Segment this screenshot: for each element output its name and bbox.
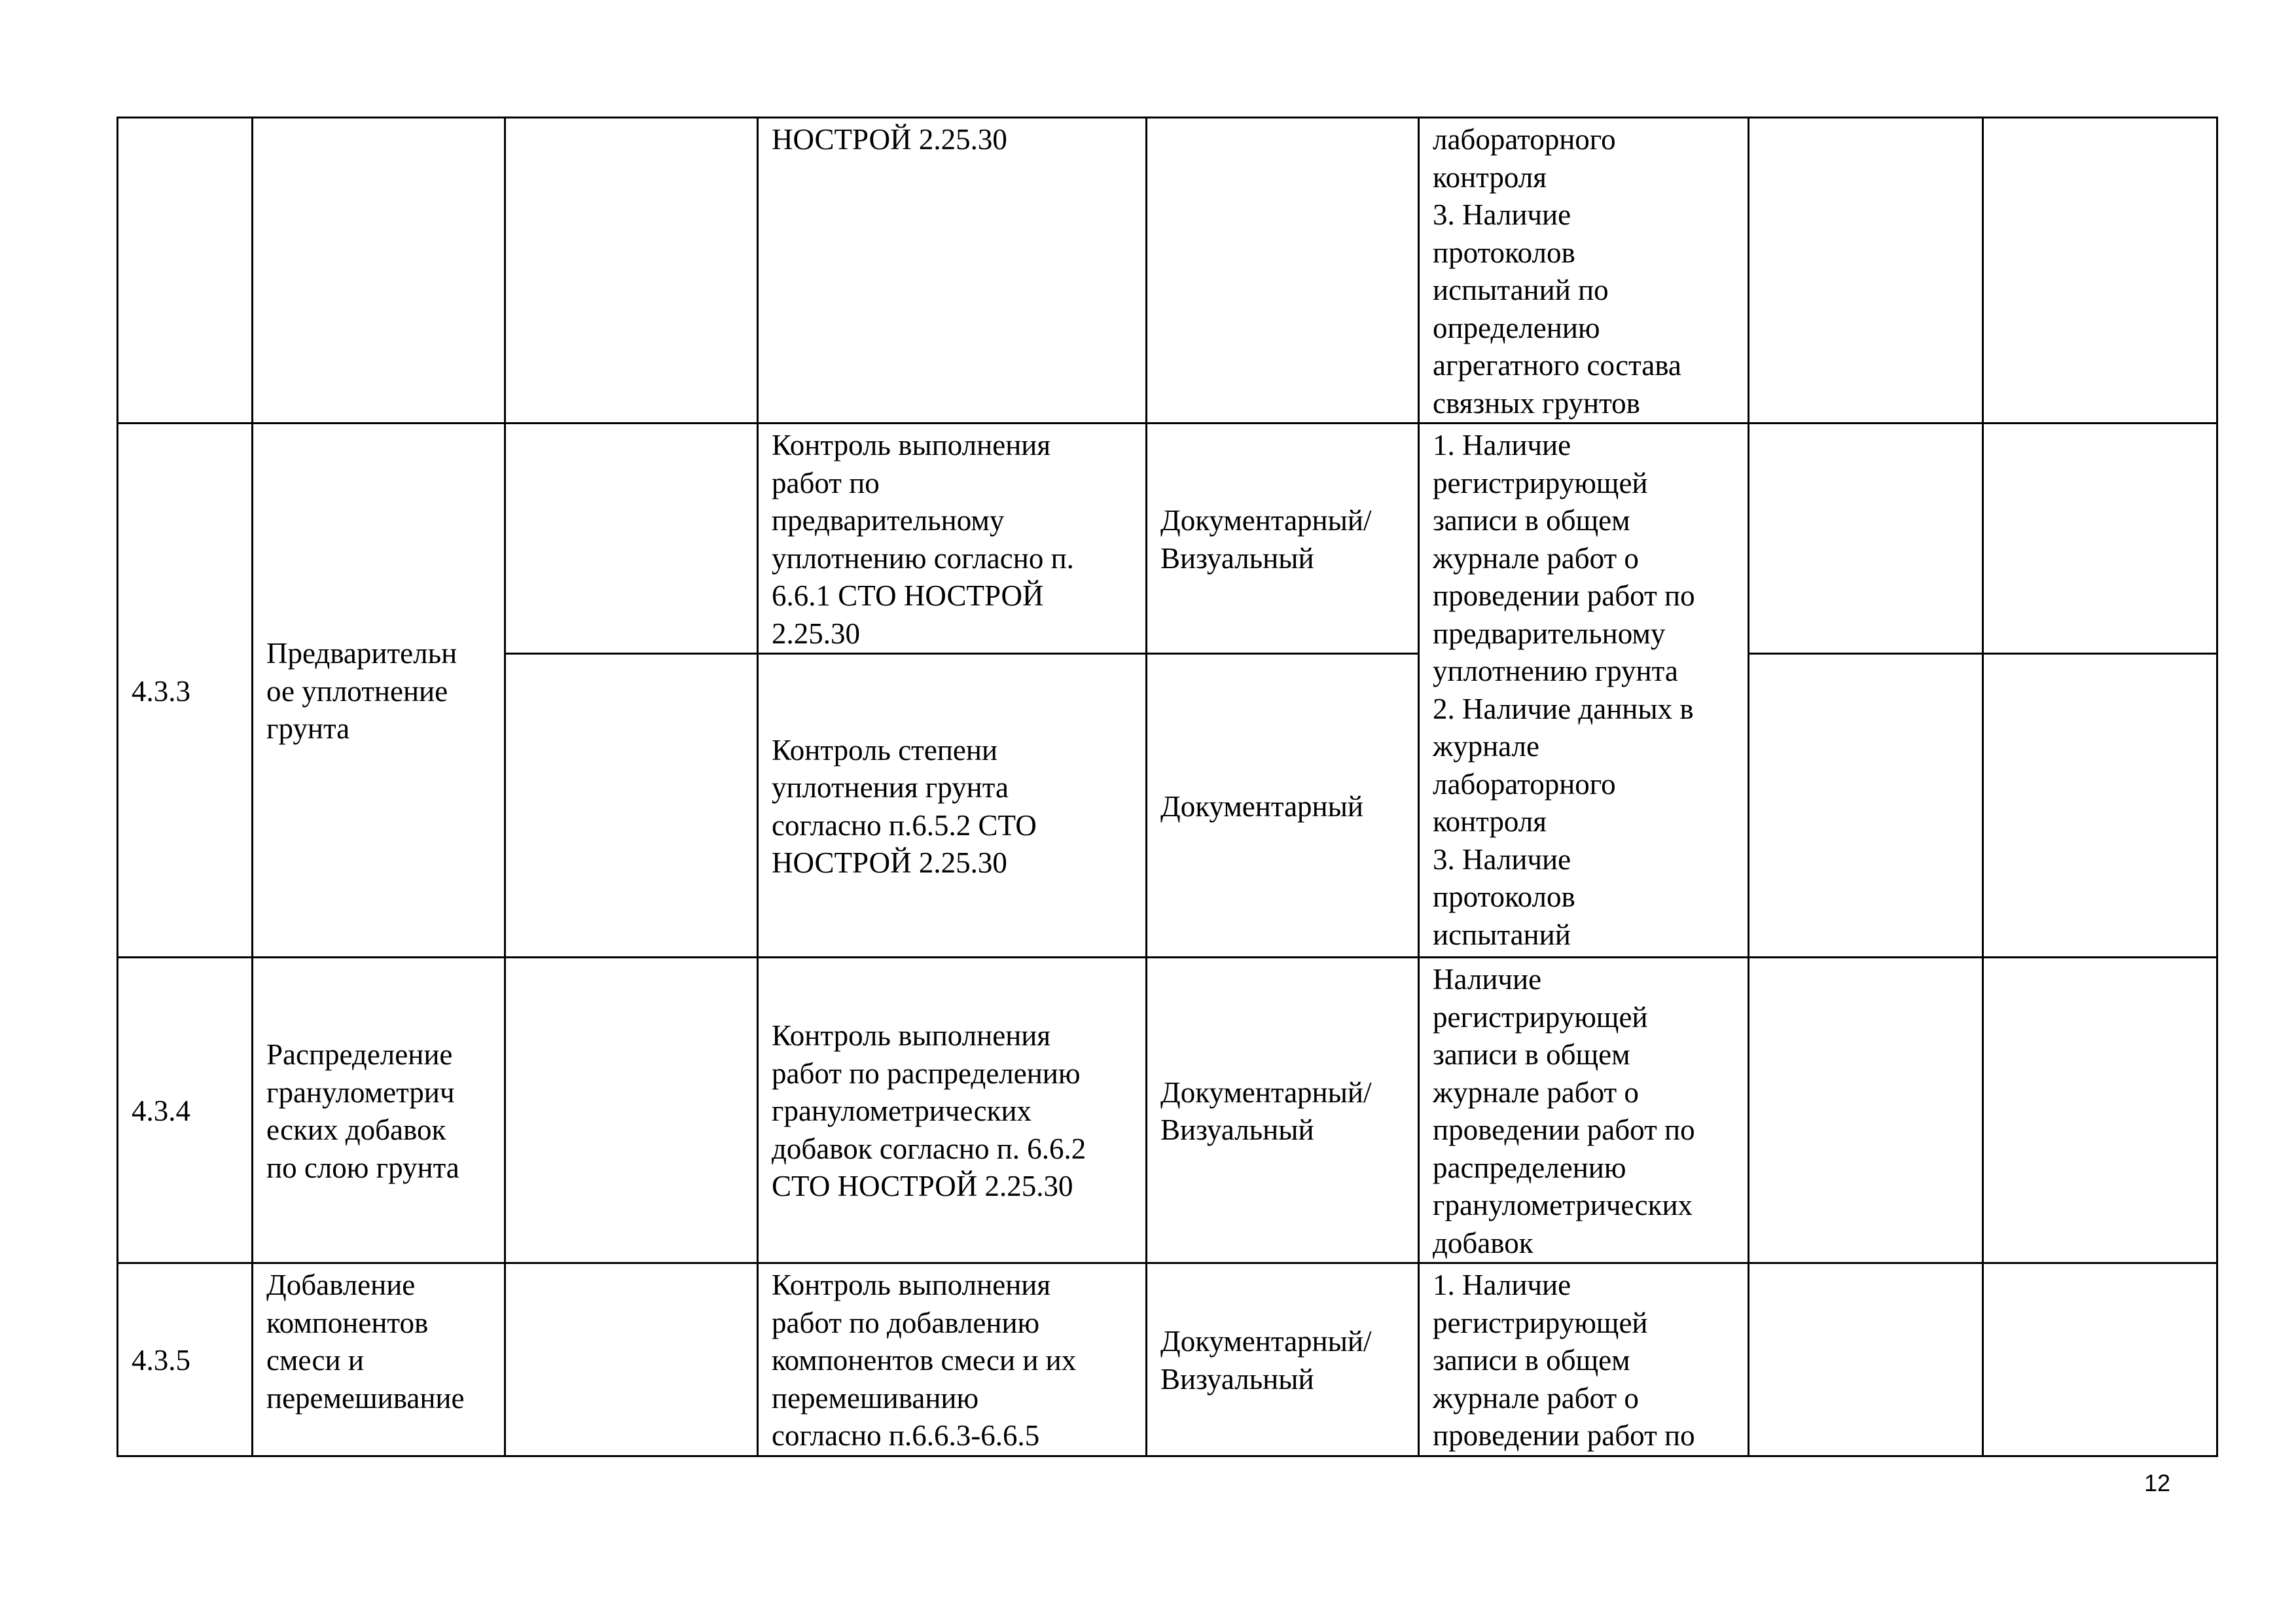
control-method-cell: Документарный/ Визуальный — [1147, 958, 1419, 1263]
empty-cell — [505, 118, 758, 424]
empty-cell — [1983, 1263, 2217, 1456]
table-row — [118, 424, 2217, 654]
empty-cell — [505, 1263, 758, 1456]
stage-name-cell: Добавление компонентов смеси и перемешивание — [253, 1263, 505, 1456]
control-description-cell: Контроль выполнения работ по предварительному уплотнению согласно п. 6.6.1 СТО НОСТРОЙ 2.25.30 — [758, 424, 1147, 654]
table-row — [118, 118, 2217, 424]
empty-cell — [1749, 654, 1983, 958]
empty-cell — [1983, 654, 2217, 958]
empty-cell — [1983, 424, 2217, 654]
result-document-cell: Наличие регистрирующей записи в общем журнале работ о проведении работ по распределению гранулометрических добавок — [1419, 958, 1749, 1263]
empty-cell — [505, 958, 758, 1263]
control-description-cell: Контроль выполнения работ по добавлению компонентов смеси и их перемешиванию согласно п.6.6.3-6.6.5 — [758, 1263, 1147, 1456]
result-document-cell: 1. Наличие регистрирующей записи в общем журнале работ о проведении работ по предварительному уплотнению грунта 2. Наличие данных в журнале лабораторного контроля 3. Наличие протоколов испытаний — [1419, 424, 1749, 958]
row-number-cell: 4.3.5 — [118, 1263, 253, 1456]
result-document-cell: 1. Наличие регистрирующей записи в общем журнале работ о проведении работ по — [1419, 1263, 1749, 1456]
table-row — [118, 1263, 2217, 1456]
empty-cell — [1749, 1263, 1983, 1456]
page-number: 12 — [2144, 1470, 2170, 1496]
stage-name-cell: Распределение гранулометрич еских добавок по слою грунта — [253, 958, 505, 1263]
empty-cell — [505, 424, 758, 654]
empty-cell — [1749, 958, 1983, 1263]
empty-cell — [505, 654, 758, 958]
control-description-cell: НОСТРОЙ 2.25.30 — [758, 118, 1147, 424]
control-method-cell: Документарный/ Визуальный — [1147, 424, 1419, 654]
empty-cell — [1749, 118, 1983, 424]
control-description-cell: Контроль выполнения работ по распределению гранулометрических добавок согласно п. 6.6.2 СТО НОСТРОЙ 2.25.30 — [758, 958, 1147, 1263]
control-description-cell: Контроль степени уплотнения грунта согласно п.6.5.2 СТО НОСТРОЙ 2.25.30 — [758, 654, 1147, 958]
control-table — [117, 117, 2218, 1457]
control-method-cell — [1147, 118, 1419, 424]
row-number-cell: 4.3.3 — [118, 424, 253, 958]
control-method-cell: Документарный — [1147, 654, 1419, 958]
row-number-cell — [118, 118, 253, 424]
stage-name-cell: Предварительн ое уплотнение грунта — [253, 424, 505, 958]
empty-cell — [1983, 118, 2217, 424]
empty-cell — [1749, 424, 1983, 654]
table-row — [118, 958, 2217, 1263]
control-method-cell: Документарный/ Визуальный — [1147, 1263, 1419, 1456]
stage-name-cell — [253, 118, 505, 424]
result-document-cell: лабораторного контроля 3. Наличие протоколов испытаний по определению агрегатного состава связных грунтов — [1419, 118, 1749, 424]
empty-cell — [1983, 958, 2217, 1263]
row-number-cell: 4.3.4 — [118, 958, 253, 1263]
